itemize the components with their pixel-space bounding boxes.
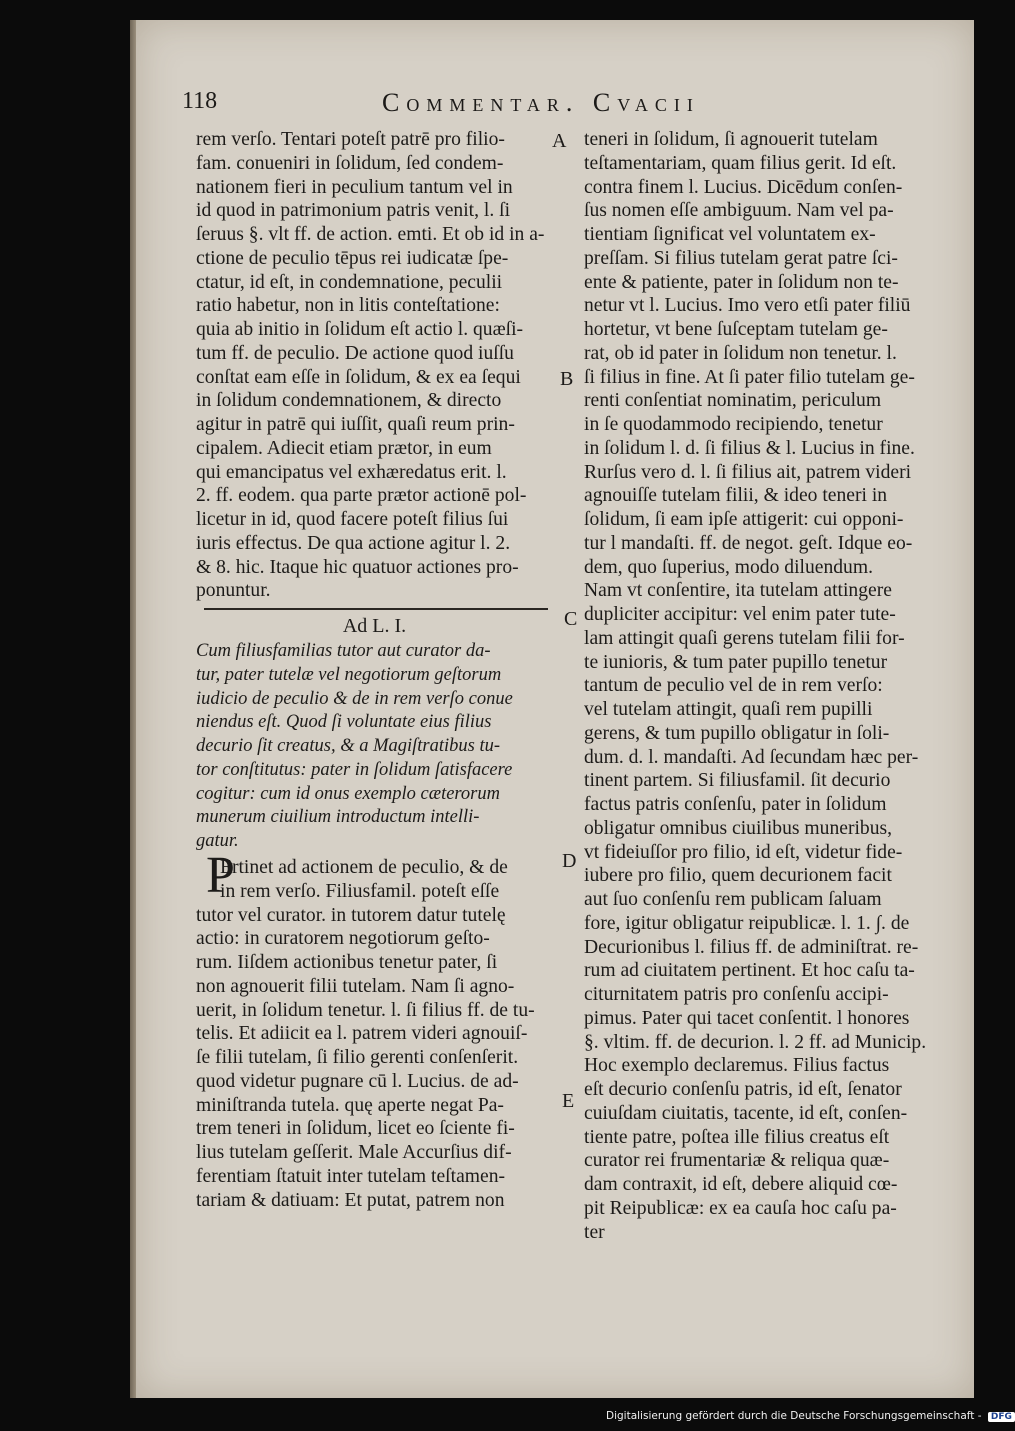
text-line: ratio habetur, non in litis conteſtatione: xyxy=(196,295,500,317)
text-line: qui emancipatus vel exhæredatus erit. l. xyxy=(196,461,507,483)
text-line: ſi filius in fine. At ſi pater filio tutelam ge- xyxy=(584,366,915,388)
text-line: in rem verſo. Filiusfamil. poteſt eſſe xyxy=(220,880,500,902)
text-line: citurnitatem patris pro conſenſu accipi- xyxy=(584,984,889,1005)
text-line: dum. d. l. mandaſti. Ad ſecundam hæc per- xyxy=(584,746,919,768)
text-line: obligatur omnibus ciuilibus muneribus, xyxy=(584,817,893,839)
text-line: vel tutelam attingit, quaſi rem pupilli xyxy=(584,699,873,720)
footer-text: Digitalisierung gefördert durch die Deutsche Forschungsgemeinschaft - xyxy=(606,1410,982,1422)
text-line: niendus eſt. Quod ſi voluntate eius filius xyxy=(196,712,492,733)
text-line: conſtat eam eſſe in ſolidum, & ex ea ſequi xyxy=(196,366,521,388)
page-number: 118 xyxy=(182,88,218,114)
text-line: tur l mandaſti. ff. de negot. geſt. Idque eo- xyxy=(584,532,913,554)
text-line: tur, pater tutelæ vel negotiorum geſtorum xyxy=(196,664,502,685)
text-line: renti conſentiat nominatim, periculum xyxy=(584,390,882,412)
margin-letter-b: B xyxy=(560,368,574,390)
text-line: gerens, & tum pupillo obligatur in ſoli- xyxy=(584,722,890,744)
text-line: Ertinet ad actionem de peculio, & de xyxy=(220,857,508,878)
text-line: te iunioris, & tum pater pupillo tenetur xyxy=(584,651,888,673)
text-line: id quod in patrimonium patris venit, l. ſi xyxy=(196,200,511,222)
text-line: 2. ff. eodem. qua parte prætor actionē pol- xyxy=(196,485,527,507)
commentary-text xyxy=(196,856,553,1212)
text-line: ſus nomen eſſe ambiguum. Nam vel pa- xyxy=(584,200,894,222)
text-line: gatur. xyxy=(196,831,239,851)
text-line: ferentiam ſtatuit inter tutelam teſtamen- xyxy=(196,1165,506,1187)
margin-letter-e: E xyxy=(562,1090,575,1112)
text-line: uerit, in ſolidum tenetur. l. ſi filius ff. de tu- xyxy=(196,999,535,1021)
text-line: in ſe quodammodo recipiendo, tenetur xyxy=(584,414,883,435)
text-line: Rurſus vero d. l. ſi filius ait, patrem videri xyxy=(584,461,912,483)
drop-cap: P xyxy=(206,847,235,904)
text-line: dem, quo ſuperius, modo diluendum. xyxy=(584,556,873,578)
text-line: ctatur, id eſt, in condemnatione, peculii xyxy=(196,271,503,293)
text-line: tutor vel curator. in tutorem datur tutelę xyxy=(196,904,506,926)
section-divider xyxy=(204,608,548,610)
text-line: cogitur: cum id onus exemplo cæterorum xyxy=(196,783,500,804)
text-line: cipalem. Adiecit etiam prætor, in eum xyxy=(196,437,492,459)
text-line: ente & patiente, pater in ſolidum non te- xyxy=(584,271,899,293)
text-line: Cum filiusfamilias tutor aut curator da- xyxy=(196,641,491,661)
text-line: curator rei frumentariæ & reliqua quæ- xyxy=(584,1150,890,1172)
text-line: contra finem l. Lucius. Dicēdum conſen- xyxy=(584,176,903,198)
text-line: aut ſuo conſenſu rem publicam ſaluam xyxy=(584,889,882,910)
text-line: actio: in curatorem negotiorum geſto- xyxy=(196,928,490,950)
text-line: telis. Et adiicit ea l. patrem videri agnouiſ- xyxy=(196,1023,528,1045)
text-line: in ſolidum condemnationem, & directo xyxy=(196,390,502,412)
text-line: iuris effectus. De qua actione agitur l. 2. xyxy=(196,532,511,554)
text-line: dam contraxit, id eſt, debere aliquid cœ- xyxy=(584,1174,898,1195)
text-line: pimus. Pater qui tacet conſentit. l honores xyxy=(584,1007,910,1029)
text-line: & 8. hic. Itaque hic quatuor actiones pro- xyxy=(196,556,519,578)
text-line: vt fideiuſſor pro filio, id eſt, videtur fide- xyxy=(584,841,903,863)
text-line: ſe filii tutelam, ſi filio gerenti conſenſerit. xyxy=(196,1047,519,1068)
text-line: rum ad ciuitatem pertinent. Et hoc caſu ta- xyxy=(584,960,915,982)
running-head xyxy=(182,88,782,122)
text-line: Hoc exemplo declaremus. Filius factus xyxy=(584,1055,890,1077)
text-line: ſeruus §. vlt ff. de action. emti. Et ob id in a- xyxy=(196,224,545,245)
text-line: §. vltim. ff. de decurion. l. 2 ff. ad Municip. xyxy=(584,1031,927,1053)
text-line: teneri in ſolidum, ſi agnouerit tutelam xyxy=(584,129,878,150)
text-line: factus patris conſenſu, pater in ſolidum xyxy=(584,794,887,815)
text-line: decurio ſit creatus, & a Magiſtratibus tu- xyxy=(196,736,501,756)
text-line: netur vt l. Lucius. Imo vero etſi pater filiū xyxy=(584,295,911,317)
text-line: ſolidum, ſi eam ipſe attigerit: cui opponi- xyxy=(584,509,904,530)
text-line: cuiuſdam ciuitatis, tacente, id eſt, conſen- xyxy=(584,1102,908,1124)
text-line: rat, ob id pater in ſolidum non tenetur. l. xyxy=(584,342,897,364)
lemma-text xyxy=(196,640,553,854)
text-line: rem verſo. Tentari poteſt patrē pro filio- xyxy=(196,129,505,150)
text-line: non agnouerit filii tutelam. Nam ſi agno- xyxy=(196,975,515,997)
running-title: Commentar. Cvacii xyxy=(382,88,700,117)
left-column-text xyxy=(196,128,553,603)
text-line: nationem fieri in peculium tantum vel in xyxy=(196,176,513,198)
text-line: eſt decurio conſenſu patris, id eſt, ſenator xyxy=(584,1079,902,1100)
text-line: agitur in patrē qui iuſſit, quaſi reum prin- xyxy=(196,414,515,435)
text-line: Nam vt conſentire, ita tutelam attingere xyxy=(584,580,892,602)
margin-letter-c: C xyxy=(564,608,578,630)
text-line: miniſtranda tutela. quę aperte negat Pa- xyxy=(196,1094,504,1116)
text-line: ter xyxy=(584,1221,605,1243)
text-line: pit Reipublicæ: ex ea cauſa hoc caſu pa- xyxy=(584,1197,897,1219)
footer-credit xyxy=(606,1410,1012,1428)
text-line: tientiam ſignificat vel voluntatem ex- xyxy=(584,224,876,245)
text-line: in ſolidum l. d. ſi filius & l. Lucius in fine. xyxy=(584,437,915,459)
text-line: tum ff. de peculio. De actione quod iuſſu xyxy=(196,342,514,364)
dfg-logo: DFG xyxy=(988,1412,1015,1422)
text-line: fam. conueniri in ſolidum, ſed condem- xyxy=(196,152,504,174)
text-line: hortetur, vt bene ſuſceptam tutelam ge- xyxy=(584,319,888,340)
text-line: Decurionibus l. filius ff. de adminiſtrat. re- xyxy=(584,936,919,958)
section-heading: Ad L. I. xyxy=(342,615,407,637)
margin-letter-d: D xyxy=(562,850,577,872)
text-line: fore, igitur obligatur reipublicæ. l. 1. ∫. de xyxy=(584,912,910,934)
text-line: trem teneri in ſolidum, licet eo ſciente fi- xyxy=(196,1118,515,1140)
right-column-text xyxy=(584,128,934,1244)
text-line: tor conſtitutus: pater in ſolidum ſatisfacere xyxy=(196,759,513,780)
text-line: rum. Iiſdem actionibus tenetur pater, ſi xyxy=(196,952,498,973)
text-line: ponuntur. xyxy=(196,580,271,602)
text-line: munerum ciuilium introductum intelli- xyxy=(196,807,480,828)
text-line: lius tutelam geſſerit. Male Accurſius dif- xyxy=(196,1142,512,1163)
text-line: licetur in id, quod facere poteſt filius ſui xyxy=(196,509,509,530)
text-line: tantum de peculio vel de in rem verſo: xyxy=(584,675,883,697)
margin-letter-a: A xyxy=(552,130,567,152)
text-line: preſſam. Si filius tutelam gerat patre ſci- xyxy=(584,247,898,269)
text-line: dupliciter accipitur: vel enim pater tute- xyxy=(584,604,896,625)
text-line: quia ab initio in ſolidum eſt actio l. quæſi- xyxy=(196,319,524,340)
text-line: ctione de peculio tēpus rei iudicatæ ſpe- xyxy=(196,247,509,269)
text-line: tariam & datiuam: Et putat, patrem non xyxy=(196,1189,505,1211)
text-line: iubere pro filio, quem decurionem facit xyxy=(584,865,892,887)
text-line: quod videtur pugnare cū l. Lucius. de ad- xyxy=(196,1070,519,1092)
text-line: tinent partem. Si filiusfamil. ſit decurio xyxy=(584,770,891,792)
text-line: lam attingit quaſi gerens tutelam filii for- xyxy=(584,627,905,649)
text-line: teſtamentariam, quam filius gerit. Id eſt. xyxy=(584,152,897,174)
text-line: tiente patre, poſtea ille filius creatus eſt xyxy=(584,1126,890,1148)
text-line: agnouiſſe tutelam filii, & ideo teneri in xyxy=(584,485,888,507)
text-line: iudicio de peculio & de in rem verſo conue xyxy=(196,688,513,709)
